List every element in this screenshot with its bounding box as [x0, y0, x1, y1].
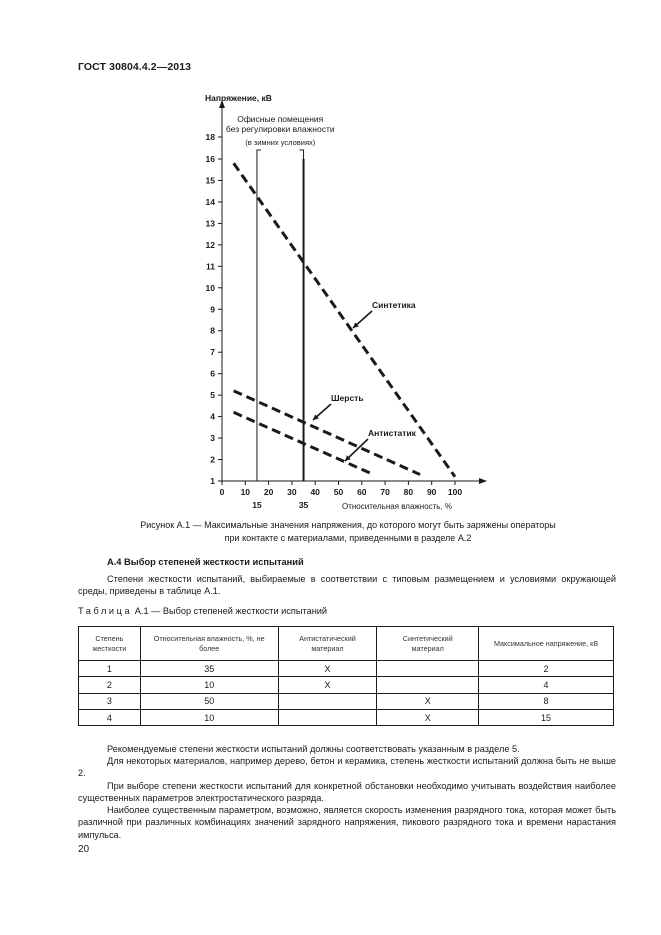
- cell-severity: 2: [79, 677, 141, 693]
- table-caption-lead: Таблица: [78, 606, 133, 616]
- cell-synthetic: X: [377, 709, 479, 725]
- y-tick-label: 10: [205, 282, 215, 293]
- x-tick-label: 60: [357, 487, 367, 497]
- paragraph-parameter: Наиболее существенным параметром, возможно, является скорость изменения разрядного тока, которая может быть различной при различных комбинациях значений зарядного напряжения, пикового разрядного тока и времени нарастания импульса.: [78, 805, 616, 840]
- cell-synthetic: [377, 661, 479, 677]
- series-label-2: Шерсть: [331, 393, 364, 403]
- cell-severity: 4: [79, 709, 141, 725]
- table-row: [79, 677, 614, 693]
- cell-max-voltage: 8: [479, 693, 614, 709]
- cell-antistatic: [278, 693, 377, 709]
- bracket-label-line-1: Офисные помещения: [237, 114, 324, 124]
- y-tick-label: 18: [205, 132, 215, 142]
- y-tick-label: 5: [210, 390, 215, 401]
- x-axis-ticks: [220, 481, 463, 497]
- chart-axes: [219, 100, 487, 484]
- document-header: ГОСТ 30804.4.2—2013: [78, 61, 192, 73]
- figure-caption-line-1: Рисунок А.1 — Максимальные значения напряжения, до которого могут быть заряжены операторы: [140, 520, 556, 530]
- y-tick-label: 1: [210, 476, 215, 486]
- y-tick-label: 8: [210, 325, 215, 336]
- table-row: [79, 709, 614, 725]
- table-row: [79, 661, 614, 677]
- header-max-voltage: Максимальное напряжение, кВ: [479, 627, 614, 661]
- table-header-row: [79, 627, 614, 661]
- header-antistatic: Антистатический материал: [278, 627, 377, 661]
- y-tick-label: 11: [206, 261, 215, 272]
- y-tick-label: 16: [205, 154, 215, 164]
- series-label-1: Синтетика: [372, 300, 416, 310]
- paragraph-intro: [78, 573, 616, 598]
- cell-max-voltage: 4: [479, 677, 614, 693]
- x-tick-label: 40: [310, 487, 320, 497]
- severity-table: [78, 626, 614, 726]
- y-tick-label: 12: [205, 239, 215, 250]
- header-synthetic: Синтетический материал: [377, 627, 479, 661]
- cell-synthetic: [377, 677, 479, 693]
- x-tick-label: 50: [333, 487, 344, 497]
- x-tick-label: 90: [426, 487, 437, 497]
- x-tick-label: 70: [380, 487, 390, 497]
- paragraph-selection: При выборе степени жесткости испытаний для конкретной обстановки необходимо учитывать воздействия наиболее существенных параметров электростатического разряда.: [78, 781, 616, 804]
- chart-labels: [205, 93, 452, 511]
- header-humidity: Относительная влажность, %, не более: [140, 627, 278, 661]
- paragraph-recommended: Рекомендуемые степени жесткости испытаний должны соответствовать указанным в разделе 5.: [107, 744, 520, 754]
- x-tick-label: 10: [240, 487, 251, 497]
- x-axis-arrow: [479, 478, 487, 484]
- table-caption: [78, 606, 327, 616]
- cell-synthetic: X: [377, 693, 479, 709]
- bracket-label-line-2: без регулировки влажности: [225, 124, 335, 134]
- section-title: А.4 Выбор степеней жесткости испытаний: [107, 557, 304, 567]
- paragraph-materials: Для некоторых материалов, например дерево, бетон и керамика, степень жесткости испытаний должна быть не выше 2.: [78, 756, 616, 779]
- y-tick-label: 2: [210, 454, 215, 465]
- series-label-3: Антистатик: [368, 428, 416, 438]
- x-tick-label: 0: [219, 487, 225, 497]
- marker-label: 35: [298, 500, 309, 510]
- y-tick-label: 4: [210, 411, 215, 422]
- y-tick-label: 6: [210, 368, 215, 379]
- bracket-label-line-3: (в зимних условиях): [245, 138, 316, 147]
- cell-severity: 1: [79, 661, 141, 677]
- x-axis-title: Относительная влажность, %: [342, 502, 453, 511]
- cell-humidity: 35: [140, 661, 278, 677]
- y-axis-title: Напряжение, кВ: [205, 93, 272, 103]
- y-axis-ticks: [206, 132, 222, 486]
- figure-caption: [78, 519, 618, 544]
- y-tick-label: 3: [210, 433, 215, 444]
- page-number: 20: [78, 844, 90, 855]
- cell-humidity: 10: [140, 677, 278, 693]
- figure-caption-line-2: при контакте с материалами, приведенными в разделе А.2: [224, 532, 472, 543]
- y-tick-label: 14: [205, 196, 215, 207]
- x-tick-label: 30: [287, 487, 297, 497]
- header-severity: Степень жесткости: [79, 627, 141, 661]
- cell-antistatic: X: [278, 677, 377, 693]
- cell-max-voltage: 15: [479, 709, 614, 725]
- cell-severity: 3: [79, 693, 141, 709]
- series-line-1: [234, 163, 455, 476]
- cell-antistatic: X: [278, 661, 377, 677]
- cell-max-voltage: 2: [479, 661, 614, 677]
- table-row: [79, 693, 614, 709]
- x-tick-label: 80: [403, 487, 414, 497]
- chart-series: [234, 163, 455, 476]
- cell-antistatic: [278, 709, 377, 725]
- cell-humidity: 50: [140, 693, 278, 709]
- humidity-marker-lines: [252, 159, 308, 510]
- bracket-marks: [257, 150, 304, 159]
- marker-label: 15: [252, 500, 262, 510]
- x-tick-label: 100: [447, 487, 463, 497]
- x-tick-label: 20: [263, 487, 274, 497]
- y-tick-label: 15: [205, 175, 215, 186]
- y-tick-label: 9: [210, 304, 215, 315]
- table-caption-text: А.1 — Выбор степеней жесткости испытаний: [134, 606, 328, 616]
- cell-humidity: 10: [140, 709, 278, 725]
- y-tick-label: 13: [205, 218, 215, 229]
- y-tick-label: 7: [210, 347, 215, 358]
- paragraph-intro-text: Степени жесткости испытаний, выбираемые в соответствии с типовым размещением и условиями окружающей среды, приведены в таблице А.1.: [78, 574, 616, 597]
